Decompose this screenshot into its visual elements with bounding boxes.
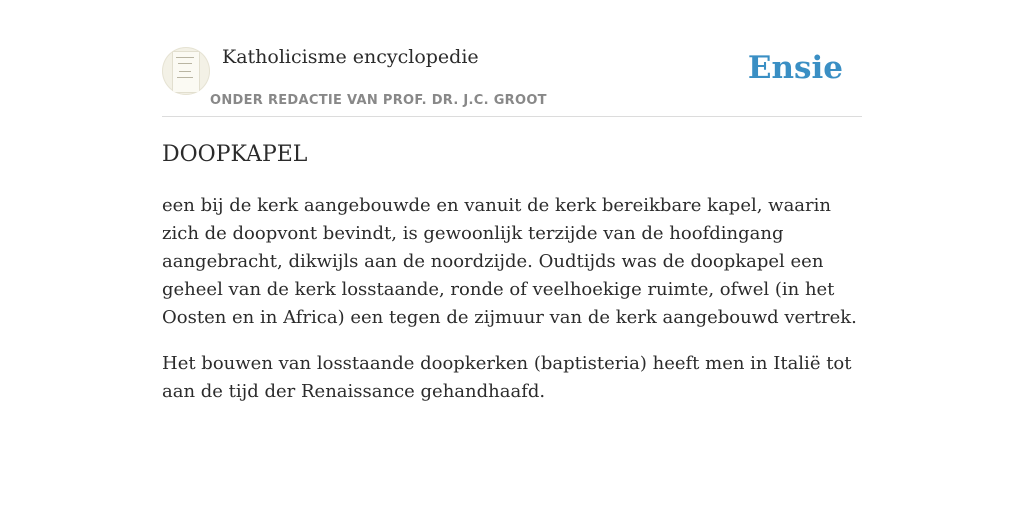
article-paragraph: een bij de kerk aangebouwde en vanuit de kerk bereikbare kapel, waarin zich de doopvont bevindt, is gewoonlijk terzijde van de hoofdingang aangebracht, dikwijls aan de noordzijde. Oudtijds was de doopkapel een geheel van de kerk losstaande, ronde of veelhoekige ruimte, ofwel (in het Oosten en in Africa) een tegen de zijmuur van de kerk aangebouwd vertrek. [162, 195, 857, 328]
cover-text-line [176, 57, 194, 58]
article [162, 140, 862, 424]
article-paragraph: Het bouwen van losstaande doopkerken (baptisteria) heeft men in Italië tot aan de tijd der Renaissance gehandhaafd. [162, 353, 852, 402]
entry-title: DOOPKAPEL [162, 142, 308, 167]
header [162, 40, 862, 117]
brand-logo[interactable]: Ensie [747, 50, 843, 86]
cover-text-line [177, 77, 193, 78]
site-title[interactable]: Katholicisme encyclopedie [222, 46, 479, 68]
cover-text-line [179, 71, 191, 72]
editor-line: ONDER REDACTIE VAN PROF. DR. J.C. GROOT [210, 93, 547, 108]
book-cover-icon[interactable] [162, 47, 210, 95]
cover-text-line [178, 63, 192, 64]
